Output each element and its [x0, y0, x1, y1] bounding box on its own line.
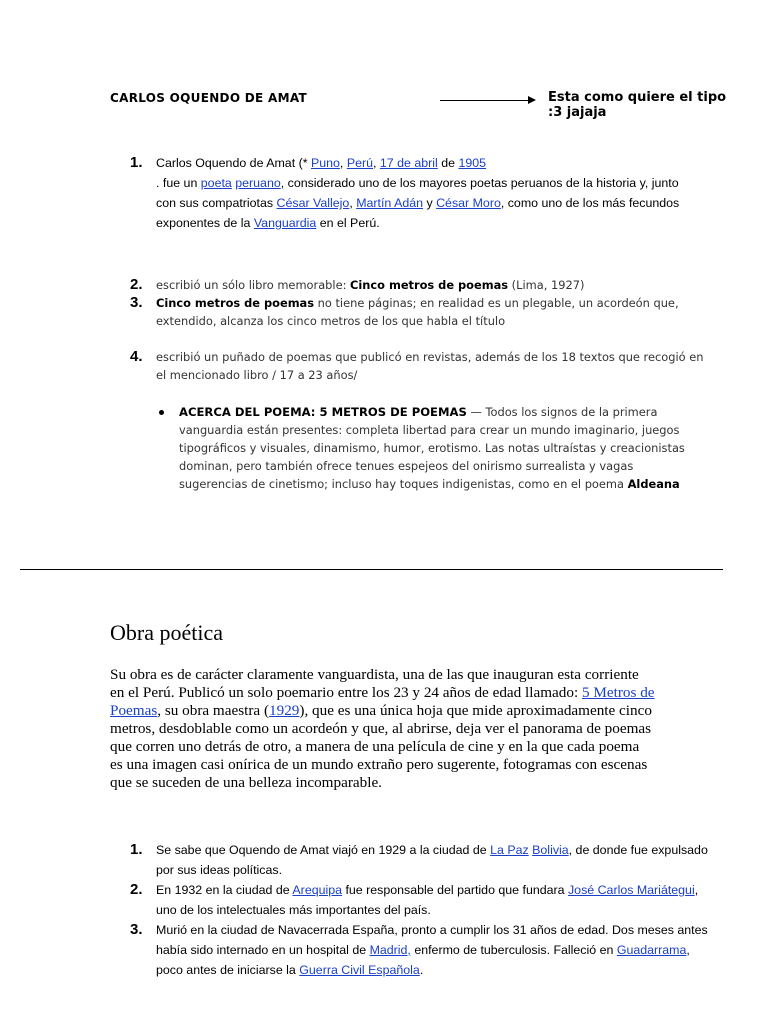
bio-list-4 — [130, 840, 710, 980]
list-number: 2. — [130, 276, 143, 293]
link-1929[interactable]: 1929 — [269, 702, 300, 719]
text-span: fue responsable del partido que fundara — [342, 883, 568, 897]
link-birth-year[interactable]: 1905 — [458, 156, 487, 170]
link-arequipa[interactable]: Arequipa — [292, 883, 343, 897]
text-span: — Todos los signos de la primera vanguardia están presentes: completa libertad para crear un mundo imaginario, juegos tipográficos y visuales, dinamismo, humor, erotismo. Las notas ultraístas y creacionistas dominan, pero también ofrece tenues espejeos del onirismo surrealista y vagas sugerencias de cinetismo; incluso hay toques indigenistas, como en el poema — [179, 405, 685, 491]
text-span: Carlos Oquendo de Amat (* — [156, 156, 311, 170]
text-span: , — [339, 156, 347, 170]
text-span: , — [349, 196, 357, 210]
text-span: , — [373, 156, 380, 170]
link-la-paz[interactable]: La Paz — [490, 843, 529, 857]
link-madrid[interactable]: Madrid, — [369, 943, 411, 957]
text-span: en el Perú. — [316, 216, 380, 230]
text-span: , uno de los intelectuales más importantes del país. — [156, 883, 699, 917]
text-span: Su obra es de carácter claramente vanguardista, una de las que inauguran esta corriente en el Perú. Publicó un solo poemario entre los 23 y 24 años de edad llamado: — [110, 666, 639, 701]
link-cesar-vallejo[interactable]: César Vallejo — [276, 196, 350, 210]
arrow-line — [440, 100, 532, 101]
link-cesar-moro[interactable]: César Moro — [436, 196, 501, 210]
bio-list-1 — [130, 153, 690, 233]
list-item — [130, 153, 690, 233]
section-title: Obra poética — [110, 620, 223, 645]
text-span: Se sabe que Oquendo de Amat viajó en 1929 a la ciudad de — [156, 843, 491, 857]
text-span: En 1932 en la ciudad de — [156, 883, 293, 897]
text-span: escribió un sólo libro memorable: — [156, 278, 351, 292]
text-span: no tiene páginas; en realidad es un plegable, un acordeón que, extendido, alcanza los cinco metros de los que habla el título — [156, 296, 679, 328]
book-title: Cinco metros de poemas — [350, 278, 509, 292]
arrow-right-icon — [528, 96, 536, 104]
list-number: 2. — [130, 881, 143, 898]
list-item — [130, 840, 710, 880]
link-bolivia[interactable]: Bolivia — [532, 843, 569, 857]
link-peru[interactable]: Perú — [346, 156, 373, 170]
list-item — [130, 920, 710, 980]
text-span: . — [419, 963, 424, 977]
poem-note-bullet — [159, 403, 699, 493]
text-span: y — [423, 196, 437, 210]
text-span: enfermo de tuberculosis. Falleció en — [410, 943, 617, 957]
text-span: , su obra maestra ( — [157, 702, 270, 719]
bullet-text — [159, 403, 699, 493]
list-item — [130, 276, 710, 294]
text-span: , de donde fue expulsado por sus ideas políticas. — [156, 843, 708, 877]
link-poeta[interactable]: poeta — [200, 176, 232, 190]
link-martin-adan[interactable]: Martín Adán — [356, 196, 424, 210]
text-span: , considerado uno de los mayores poetas peruanos de la historia y, junto con sus compatriotas — [156, 176, 679, 210]
link-jose-carlos-mariategui[interactable]: José Carlos Mariátegui — [567, 883, 695, 897]
bio-list-3 — [130, 348, 710, 384]
link-vanguardia[interactable]: Vanguardia — [253, 216, 317, 230]
list-number: 1. — [130, 841, 143, 858]
link-peruano[interactable]: peruano — [235, 176, 281, 190]
book-title: Cinco metros de poemas — [156, 296, 315, 310]
section-paragraph — [110, 666, 655, 792]
text-span: Murió en la ciudad de Navacerrada España, pronto a cumplir los 31 años de edad. Dos meses antes había sido internado en un hospital de — [156, 923, 708, 957]
link-guerra-civil-espanola[interactable]: Guerra Civil Española — [299, 963, 420, 977]
list-number: 1. — [130, 154, 143, 171]
text-span: , poco antes de iniciarse la — [156, 943, 690, 977]
poem-title: Aldeana — [627, 477, 680, 491]
divider — [20, 569, 723, 570]
bullet-dot-icon — [159, 410, 164, 415]
link-guadarrama[interactable]: Guadarrama — [616, 943, 687, 957]
header-comment: Esta como quiere el tipo :3 jajaja — [548, 90, 727, 120]
link-birth-date[interactable]: 17 de abril — [379, 156, 438, 170]
header-author-name: CARLOS OQUENDO DE AMAT — [110, 91, 308, 105]
text-span: , como uno de los más fecundos exponentes de la — [156, 196, 680, 230]
text-span: ), que es una única hoja que mide aproximadamente cinco metros, desdoblable como un acordeón y que, al abrirse, deja ver el panorama de poemas que corren uno detrás de otro, a manera de una película de cine y en la que cada poema es una imagen casi onírica de un mundo extraño pero sugerente, fotogramas con escenas que se suceden de una belleza incomparable. — [110, 702, 652, 791]
text-span: de — [437, 156, 459, 170]
bullet-heading: ACERCA DEL POEMA: 5 METROS DE POEMAS — [179, 405, 467, 419]
list-item — [130, 348, 710, 384]
list-item — [130, 294, 710, 330]
list-number: 3. — [130, 921, 143, 938]
link-puno[interactable]: Puno — [310, 156, 340, 170]
text-span: . fue un — [156, 176, 201, 190]
text-span: escribió un puñado de poemas que publicó en revistas, además de los 18 textos que recogió en el mencionado libro / 17 a 23 años/ — [156, 350, 704, 382]
bio-list-2 — [130, 276, 710, 330]
text-span: (Lima, 1927) — [508, 278, 585, 292]
list-number: 4. — [130, 348, 143, 365]
list-item — [130, 880, 710, 920]
list-number: 3. — [130, 294, 143, 311]
link-5-metros-de-poemas[interactable]: 5 Metros de Poemas — [110, 684, 655, 719]
document-header — [110, 90, 730, 120]
